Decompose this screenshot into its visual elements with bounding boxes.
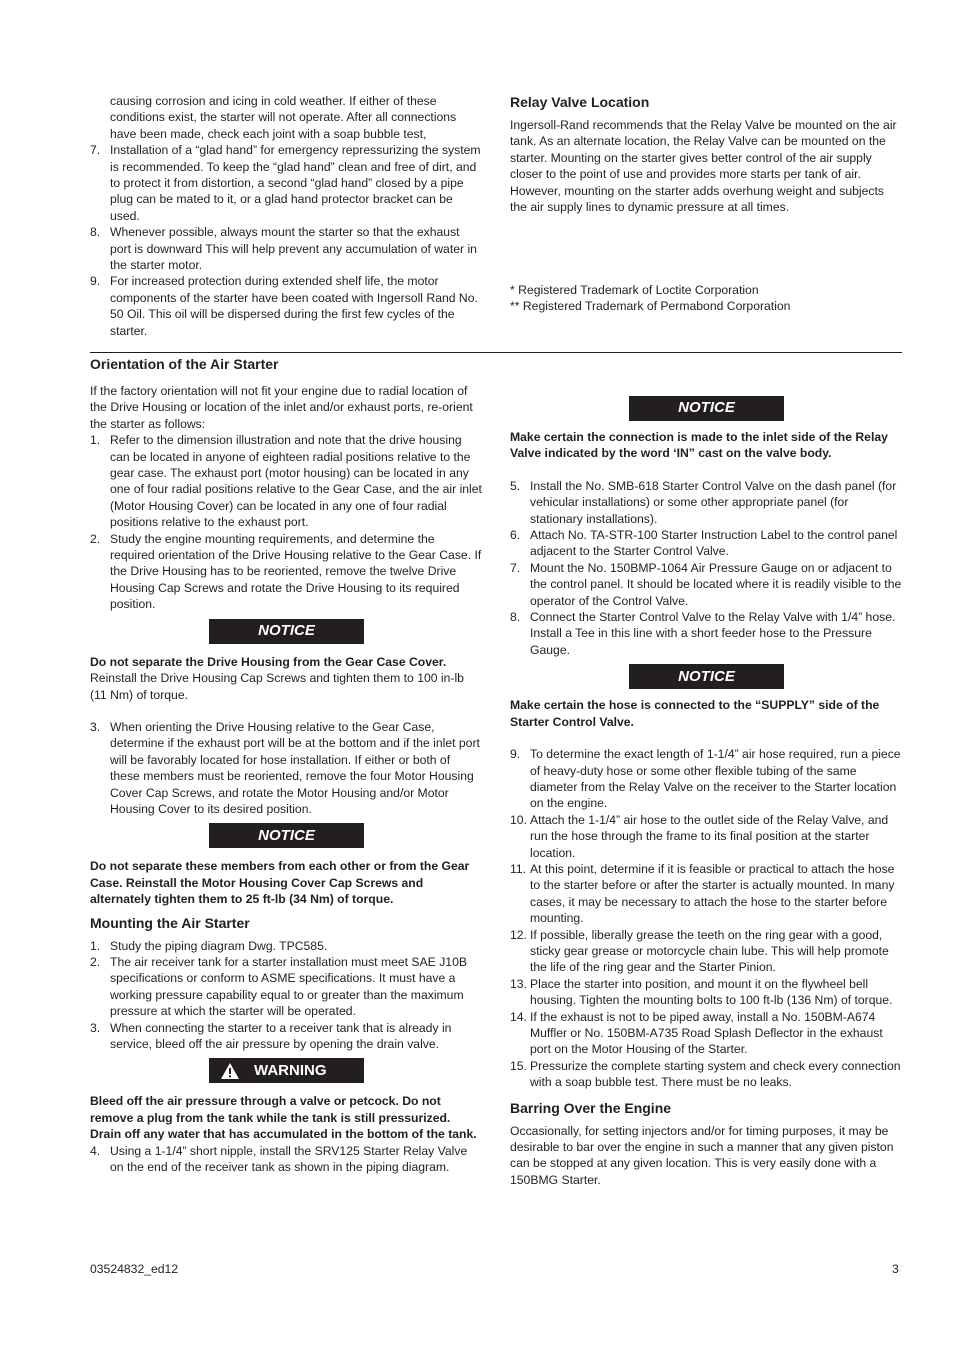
list-item-text: Whenever possible, always mount the starter so that the exhaust port is downward This will help prevent any accumulation of water in the starter motor. [110,225,477,273]
list-item-number: 9. [90,274,101,289]
trademark-notes [510,282,902,315]
list-item-text: If possible, liberally grease the teeth on the ring gear with a good, sticky gear grease or motorcycle chain lube. This will help promote the life of the ring gear and the Starter Pinion. [530,927,889,975]
notice-label: NOTICE [678,667,735,685]
list-item-number: 3. [90,1020,101,1035]
list-item-text: The air receiver tank for a starter installation must meet SAE J10B specifications or conform to ASME specifications. It must have a working pressure capability equal to or greater than the maximum pressure at which the starter will be operated. [110,954,467,1019]
notice-banner [629,396,784,421]
list-item-text: Attach No. TA-STR-100 Starter Instruction Label to the control panel adjacent to the Starter Control Valve. [530,528,898,559]
notice-text-bold: Make certain the hose is connected to the “SUPPLY” side of the Starter Control Valve. [510,698,880,729]
list-item [510,812,902,861]
list-item-text: If the exhaust is not to be piped away, install a No. 150BM-A674 Muffler or No. 150BM-A735 Road Splash Deflector in the exhaust port on the Motor Housing of the Starter. [530,1009,883,1057]
list-item [90,1143,482,1176]
notice-banner [209,619,364,644]
list-item [510,609,902,658]
notice-text-bold: Do not separate these members from each other or from the Gear Case. Reinstall the Motor Housing Cover Cap Screws and alternately tighten them to 25 ft-lb (34 Nm) of torque. [90,859,470,907]
right-install-section [510,396,902,1188]
notice-text: Reinstall the Drive Housing Cap Screws and tighten them to 100 in-lb (11 Nm) of torque. [90,671,464,702]
document-number: 03524832_ed12 [90,1262,179,1276]
list-item [510,560,902,609]
list-item-number: 12. [510,927,527,942]
list-item-number: 8. [510,610,521,625]
list-item [510,861,902,927]
list-item [90,531,482,613]
list-item-number: 8. [90,225,101,240]
notice-label: NOTICE [678,399,735,417]
warning-banner [209,1058,364,1083]
list-item [510,1009,902,1058]
list-item-number: 6. [510,528,521,543]
install-list-a [510,478,902,658]
list-item [510,746,902,812]
list-item [510,927,902,976]
list-item-text: Study the piping diagram Dwg. TPC585. [110,938,328,953]
list-item [90,432,482,530]
notice-label: NOTICE [258,826,315,844]
trademark-loctite: * Registered Trademark of Loctite Corporation [510,283,759,297]
install-list-b [510,746,902,1091]
list-item-number: 13. [510,976,527,991]
warning-label: WARNING [254,1061,327,1079]
list-item-text: Attach the 1-1/4” air hose to the outlet side of the Relay Valve, and run the hose through the frame to its final position at the starter location. [530,812,889,860]
list-item-number: 7. [510,560,521,575]
list-item [90,224,482,273]
list-item-text: Place the starter into position, and mount it on the flywheel bell housing. Tighten the mounting bolts to 100 ft-lb (136 Nm) of torque. [530,976,893,1008]
relay-valve-text: Ingersoll-Rand recommends that the Relay Valve be mounted on the air tank. As an alternate location, the Relay Valve can be mounted on the starter. Mounting on the starter gives better control of the air supply closer to the point of use and provides more starts per tank of air. However, mounting on the starter adds overhung weight and subjects the air supply lines to dynamic pressure at all times. [510,118,897,215]
trademark-permabond: ** Registered Trademark of Permabond Corporation [510,299,791,314]
list-item-text: Study the engine mounting requirements, and determine the required orientation of the Drive Housing relative to the Gear Case. If the Drive Housing has to be reoriented, remove the twelve Drive Housing Cap Screws and rotate the Drive Housing to its required position. [110,531,482,612]
notice-text-bold: Do not separate the Drive Housing from the Gear Case Cover. [90,654,447,669]
list-item-number: 11. [510,861,527,876]
orientation-list [90,432,482,612]
list-item-text: Mount the No. 150BMP-1064 Air Pressure Gauge on or adjacent to the control panel. It should be located where it is readily visible to the operator of the Control Valve. [530,560,902,608]
list-item [90,938,482,954]
notice-banner [209,823,364,848]
orientation-intro: If the factory orientation will not fit your engine due to radial location of the Drive Housing or location of the inlet and/or exhaust ports, re-orient the starter as follows: [90,384,473,431]
list-item-text: When connecting the starter to a receiver tank that is already in service, bleed off the air pressure by opening the drain valve. [110,1020,452,1051]
mounting-list [90,938,482,1053]
list-item-number: 1. [90,938,101,953]
list-item-number: 10. [510,812,527,827]
list-item [90,142,482,224]
warning-triangle-icon [220,1062,240,1080]
list-item-number: 14. [510,1009,527,1024]
orientation-section [90,355,482,1175]
list-item-text: To determine the exact length of 1-1/4” air hose required, run a piece of heavy-duty hose or some other flexible tubing of the same diameter from the Relay Valve on the receiver to the Starter location on the engine. [530,747,901,811]
list-item-text: Installation of a “glad hand” for emergency repressurizing the system is recommended. To keep the “glad hand” clean and free of dirt, and to protect it from distortion, a second “glad hand” closed by a pipe plug can be mated to it, or a glad hand protector bracket can be used. [110,143,481,223]
list-item-text: Using a 1-1/4” short nipple, install the SRV125 Starter Relay Valve on the end of the receiver tank as shown in the piping diagram. [110,1143,468,1175]
list-item-text: At this point, determine if it is feasible or practical to attach the hose to the starter before or after the starter is actually mounted. In many cases, it may be necessary to attach the hose to the starter before mounting. [530,861,895,926]
barring-text: Occasionally, for setting injectors and/or for timing purposes, it may be desirable to bar over the engine in such a manner that any given piston can be stopped at any given location. This is very easily done with a 150BMG Starter. [510,1123,894,1187]
section-divider [90,352,902,353]
left-top-section [90,93,482,339]
warning-text-bold: Bleed off the air pressure through a valve or petcock. Do not remove a plug from the tank while the tank is still pressurized. Drain off any water that has accumulated in the bottom of the tank. [90,1094,477,1142]
list-item-number: 5. [510,478,521,493]
list-item-number: 9. [510,747,521,762]
list-item [510,527,902,560]
notice-banner [629,664,784,689]
list-item [510,478,902,527]
relay-valve-heading: Relay Valve Location [510,94,650,110]
list-item-text: Pressurize the complete starting system and check every connection with a soap bubble test. There must be no leaks. [530,1058,901,1090]
list-item-number: 15. [510,1058,527,1073]
notice-text-bold: Make certain the connection is made to the inlet side of the Relay Valve indicated by the word ‘IN” cast on the valve body. [510,430,888,461]
page-number: 3 [892,1262,899,1276]
list-item [510,976,902,1009]
orientation-heading: Orientation of the Air Starter [90,356,279,372]
list-item-number: 2. [90,531,101,546]
list-item [510,1058,902,1091]
list-item [90,719,482,817]
left-top-list [90,142,482,339]
list-item-text: For increased protection during extended shelf life, the motor components of the starter have been coated with Ingersoll Rand No. 50 Oil. This oil will be dispersed during the first few cycles of the starter. [110,274,478,338]
list-item-text: Connect the Starter Control Valve to the Relay Valve with 1/4” hose. Install a Tee in this line with a short feeder hose to the Pressure Gauge. [530,610,896,657]
continued-text: causing corrosion and icing in cold weather. If either of these conditions exist, the starter will not operate. After all connections have been made, check each joint with a soap bubble test, [110,94,457,141]
list-item-text: When orienting the Drive Housing relative to the Gear Case, determine if the exhaust port will be at the bottom and if the inlet port will be favorably located for hose installation. If either or both of these members must be reoriented, remove the four Motor Housing Cover Cap Screws, and rotate the Motor Housing and/or Motor Housing Cover to its desired position. [110,719,480,816]
list-item-number: 3. [90,719,101,734]
list-item-number: 1. [90,433,101,448]
barring-heading: Barring Over the Engine [510,1099,672,1116]
list-item [90,273,482,339]
list-item-number: 4. [90,1143,101,1158]
list-item-number: 2. [90,954,101,969]
list-item-number: 7. [90,143,101,158]
list-item [90,954,482,1020]
list-item-text: Refer to the dimension illustration and note that the drive housing can be located in anyone of eighteen radial positions relative to the gear case. The exhaust port (motor housing) can be located in any one of four radial positions relative to the Gear Case, and the air inlet (Motor Housing Cover) can be located in any one of four radial positions relative to the exhaust port. [110,433,482,530]
list-item-text: Install the No. SMB-618 Starter Control Valve on the dash panel (for vehicular installations) or some other appropriate panel (for stationary installations). [530,478,897,526]
mounting-heading: Mounting the Air Starter [90,914,250,931]
notice-label: NOTICE [258,621,315,639]
list-item [90,1020,482,1053]
relay-valve-section [510,93,902,215]
